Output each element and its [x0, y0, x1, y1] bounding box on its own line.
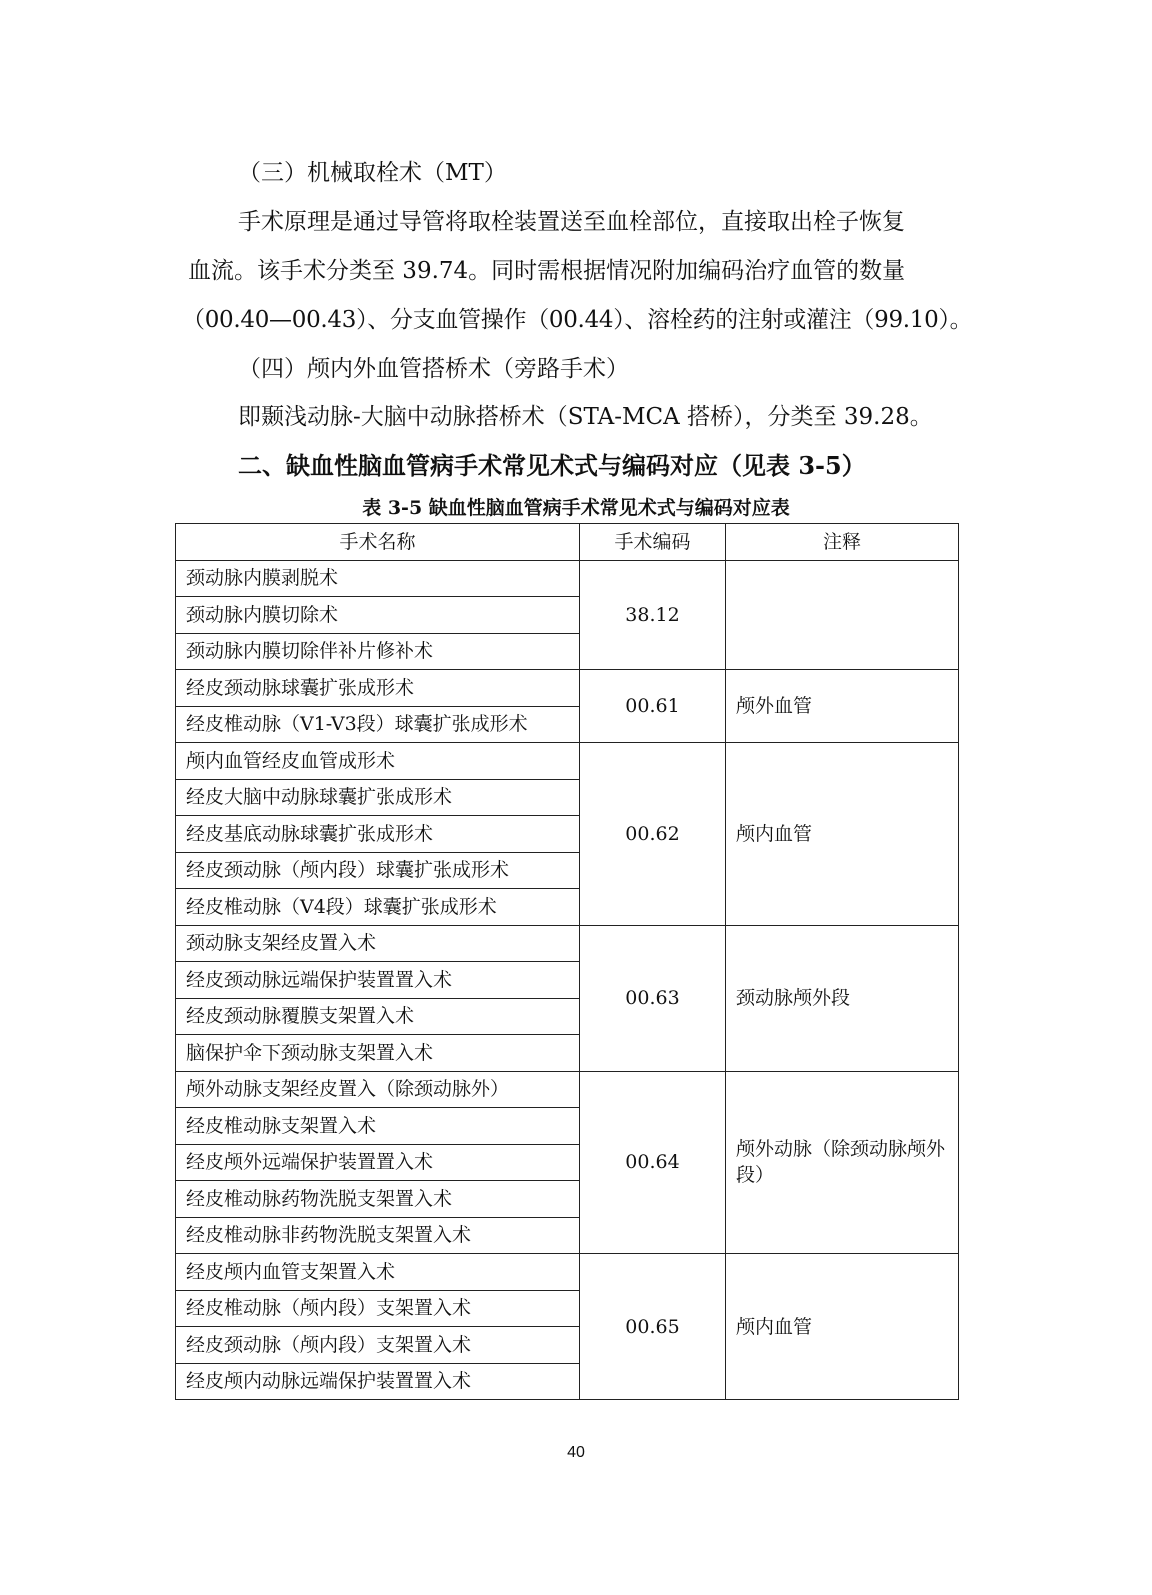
section-heading-mechanical-thrombectomy: （三）机械取栓术（MT）: [238, 160, 507, 186]
table-row: [176, 1254, 959, 1291]
procedure-code-cell: 00.65: [580, 1254, 726, 1400]
procedure-name-cell: 经皮椎动脉药物洗脱支架置入术: [176, 1181, 580, 1218]
note-cell: 颅外血管: [726, 670, 959, 743]
paragraph-line: 手术原理是通过导管将取栓装置送至血栓部位，直接取出栓子恢复: [238, 209, 905, 235]
procedure-code-cell: 00.64: [580, 1071, 726, 1254]
procedure-name-cell: 经皮颈动脉远端保护装置置入术: [176, 962, 580, 999]
header-note: 注释: [726, 524, 959, 561]
procedure-code-cell: 00.61: [580, 670, 726, 743]
procedure-name-cell: 经皮椎动脉（V1-V3段）球囊扩张成形术: [176, 706, 580, 743]
paragraph-line: （00.40—00.43）、分支血管操作（00.44）、溶栓药的注射或灌注（99.10）。: [182, 307, 973, 333]
note-cell: 颈动脉颅外段: [726, 925, 959, 1071]
page-number: 40: [567, 1444, 585, 1461]
procedure-name-cell: 经皮椎动脉（颅内段）支架置入术: [176, 1290, 580, 1327]
procedure-code-cell: 00.62: [580, 743, 726, 926]
procedure-name-cell: 颅外动脉支架经皮置入（除颈动脉外）: [176, 1071, 580, 1108]
procedure-name-cell: 经皮基底动脉球囊扩张成形术: [176, 816, 580, 853]
section-heading-bypass-surgery: （四）颅内外血管搭桥术（旁路手术）: [238, 356, 629, 382]
procedure-name-cell: 经皮颅内血管支架置入术: [176, 1254, 580, 1291]
procedure-name-cell: 经皮椎动脉（V4段）球囊扩张成形术: [176, 889, 580, 926]
note-cell: 颅内血管: [726, 1254, 959, 1400]
table-header-row: [176, 524, 959, 561]
table-row: [176, 1071, 959, 1108]
procedure-code-cell: 00.63: [580, 925, 726, 1071]
procedure-name-cell: 颈动脉内膜切除伴补片修补术: [176, 633, 580, 670]
procedure-name-cell: 颅内血管经皮血管成形术: [176, 743, 580, 780]
procedure-name-cell: 颈动脉内膜剥脱术: [176, 560, 580, 597]
paragraph-line: 血流。该手术分类至 39.74。同时需根据情况附加编码治疗血管的数量: [188, 258, 906, 284]
table-body: [176, 560, 959, 1400]
note-cell: 颅外动脉（除颈动脉颅外段）: [726, 1071, 959, 1254]
procedure-name-cell: 颈动脉支架经皮置入术: [176, 925, 580, 962]
procedure-name-cell: 经皮颈动脉球囊扩张成形术: [176, 670, 580, 707]
procedure-name-cell: 经皮椎动脉非药物洗脱支架置入术: [176, 1217, 580, 1254]
table-row: [176, 670, 959, 707]
procedure-name-cell: 经皮颈动脉（颅内段）支架置入术: [176, 1327, 580, 1364]
table-row: [176, 743, 959, 780]
table-row: [176, 925, 959, 962]
procedure-name-cell: 经皮椎动脉支架置入术: [176, 1108, 580, 1145]
procedure-name-cell: 经皮大脑中动脉球囊扩张成形术: [176, 779, 580, 816]
paragraph-line: 即颞浅动脉-大脑中动脉搭桥术（STA-MCA 搭桥），分类至 39.28。: [238, 404, 933, 430]
procedure-name-cell: 脑保护伞下颈动脉支架置入术: [176, 1035, 580, 1072]
note-cell: [726, 560, 959, 670]
header-procedure-code: 手术编码: [580, 524, 726, 561]
procedure-name-cell: 颈动脉内膜切除术: [176, 597, 580, 634]
procedure-name-cell: 经皮颈动脉覆膜支架置入术: [176, 998, 580, 1035]
procedure-code-cell: 38.12: [580, 560, 726, 670]
note-cell: 颅内血管: [726, 743, 959, 926]
table-row: [176, 560, 959, 597]
header-procedure-name: 手术名称: [176, 524, 580, 561]
procedure-code-table: [175, 523, 959, 1400]
procedure-name-cell: 经皮颅内动脉远端保护装置置入术: [176, 1363, 580, 1400]
procedure-name-cell: 经皮颈动脉（颅内段）球囊扩张成形术: [176, 852, 580, 889]
table-caption: 表 3-5 缺血性脑血管病手术常见术式与编码对应表: [362, 497, 790, 519]
procedure-name-cell: 经皮颅外远端保护装置置入术: [176, 1144, 580, 1181]
section-heading-ischemic-procedures: 二、缺血性脑血管病手术常见术式与编码对应（见表 3-5）: [238, 451, 866, 480]
